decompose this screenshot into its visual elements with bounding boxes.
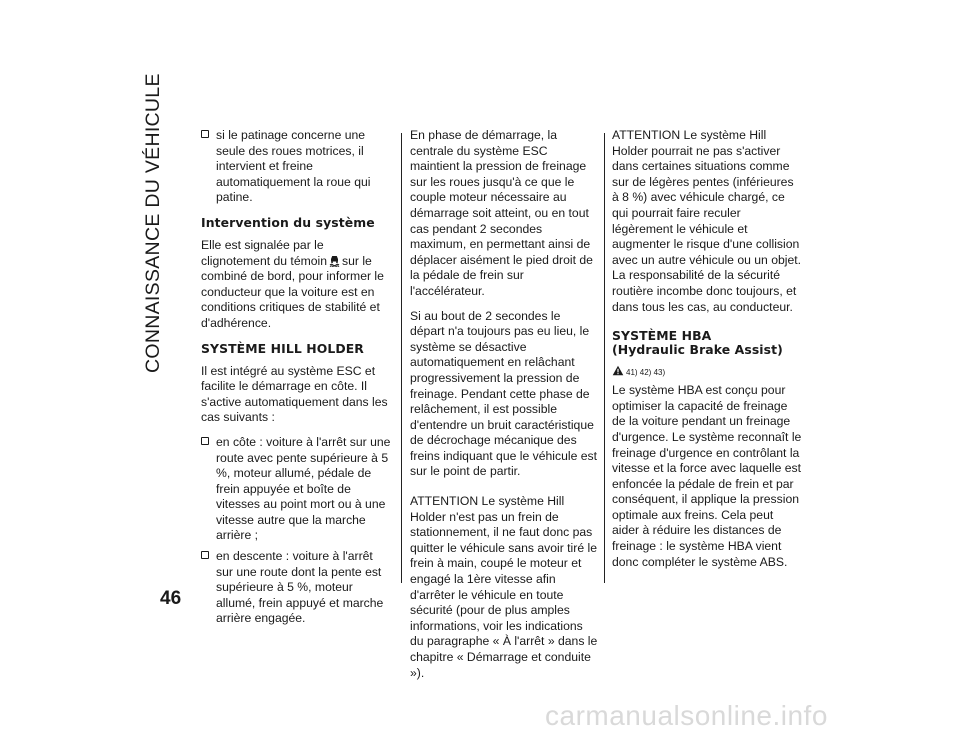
reference-numbers: 41) 42) 43) <box>626 368 666 378</box>
text-column-2 <box>410 128 598 690</box>
esc-warning-light-icon <box>329 254 340 267</box>
bullet-text: en descente : voiture à l'arrêt sur une route dont la pente est supérieure à 5 %, moteur allumé, frein appuyé et marche arrière engagée. <box>216 549 384 626</box>
warning-paragraph: ATTENTION Le système Hill Holder pourrait ne pas s'activer dans certaines situations comme sur de légères pentes (inférieures à 8 %) avec véhicule chargé, ce qui pourrait faire reculer légèrement le véhicule et augmenter le risque d'une collision avec un autre véhicule ou un objet. La responsabilité de la sécurité routière incombe donc toujours, et dans tous les cas, au conducteur. <box>612 128 802 314</box>
checkbox-bullet-icon <box>201 437 209 445</box>
column-divider-left <box>401 133 402 583</box>
list-item <box>201 128 393 206</box>
list-item <box>201 435 393 544</box>
paragraph: Elle est signalée par le clignotement du témoin sur le combiné de bord, pour informer le conducteur que la voiture est en conditions critiques de stabilité et d'adhérence. <box>201 237 384 330</box>
column-divider-right <box>604 133 605 583</box>
section-heading: SYSTÈME HBA (Hydraulic Brake Assist) <box>612 328 783 358</box>
text-column-3 <box>612 128 802 579</box>
section-heading: Intervention du système <box>201 214 375 230</box>
warning-paragraph: ATTENTION Le système Hill Holder n'est pas un frein de stationnement, il ne faut donc pas quitter le véhicule sans avoir tiré le frein à main, coupé le moteur et engagé la 1ère vitesse afin d'arrêter le véhicule en toute sécurité (pour de plus amples informations, voir les indications du paragraphe « À l'arrêt » dans le chapitre « Démarrage et conduite »). <box>410 494 598 680</box>
section-heading: SYSTÈME HILL HOLDER <box>201 340 364 356</box>
section-side-title: CONNAISSANCE DU VÉHICULE <box>142 73 164 373</box>
page-number: 46 <box>160 588 182 609</box>
checkbox-bullet-icon <box>201 130 209 138</box>
paragraph: Il est intégré au système ESC et facilite le démarrage en côte. Il s'active automatiquement dans les cas suivants : <box>201 363 388 425</box>
list-item <box>201 549 393 627</box>
paragraph: Le système HBA est conçu pour optimiser la capacité de freinage de la voiture pendant un freinage d'urgence. Le système reconnaît le freinage d'urgence en contrôlant la vitesse et la force avec laquelle est enfoncée la pédale de frein et par conséquent, il applique la pression optimale aux freins. Cela peut aider à réduire les distances de freinage : le système HBA vient donc compléter le système ABS. <box>612 383 802 569</box>
paragraph: Si au bout de 2 secondes le départ n'a toujours pas eu lieu, le système se désactive automatiquement en relâchant progressivement la pression de freinage. Pendant cette phase de relâchement, il est possible d'entendre un bruit caractéristique de décrochage mécanique des freins indiquant que le véhicule est sur le point de partir. <box>410 308 597 479</box>
bullet-text: en côte : voiture à l'arrêt sur une route avec pente supérieure à 5 %, moteur allumé, pédale de frein appuyée et boîte de vitesses au point mort ou à une vitesse autre que la marche arrière ; <box>216 434 391 543</box>
checkbox-bullet-icon <box>201 551 209 559</box>
warning-triangle-icon <box>612 365 624 376</box>
warning-references <box>612 365 802 379</box>
bullet-text: si le patinage concerne une seule des roues motrices, il intervient et freine automatiquement la roue qui patine. <box>216 128 371 205</box>
watermark: carmanualsonline.info <box>545 700 828 731</box>
paragraph: En phase de démarrage, la centrale du système ESC maintient la pression de freinage sur les roues jusqu'à ce que le couple moteur nécessaire au démarrage soit atteint, ou en tout cas pendant 2 secondes maximum, en permettant ainsi de déplacer aisément le pied droit de la pédale de frein sur l'accélérateur. <box>410 128 593 298</box>
text-column-1 <box>201 128 393 632</box>
